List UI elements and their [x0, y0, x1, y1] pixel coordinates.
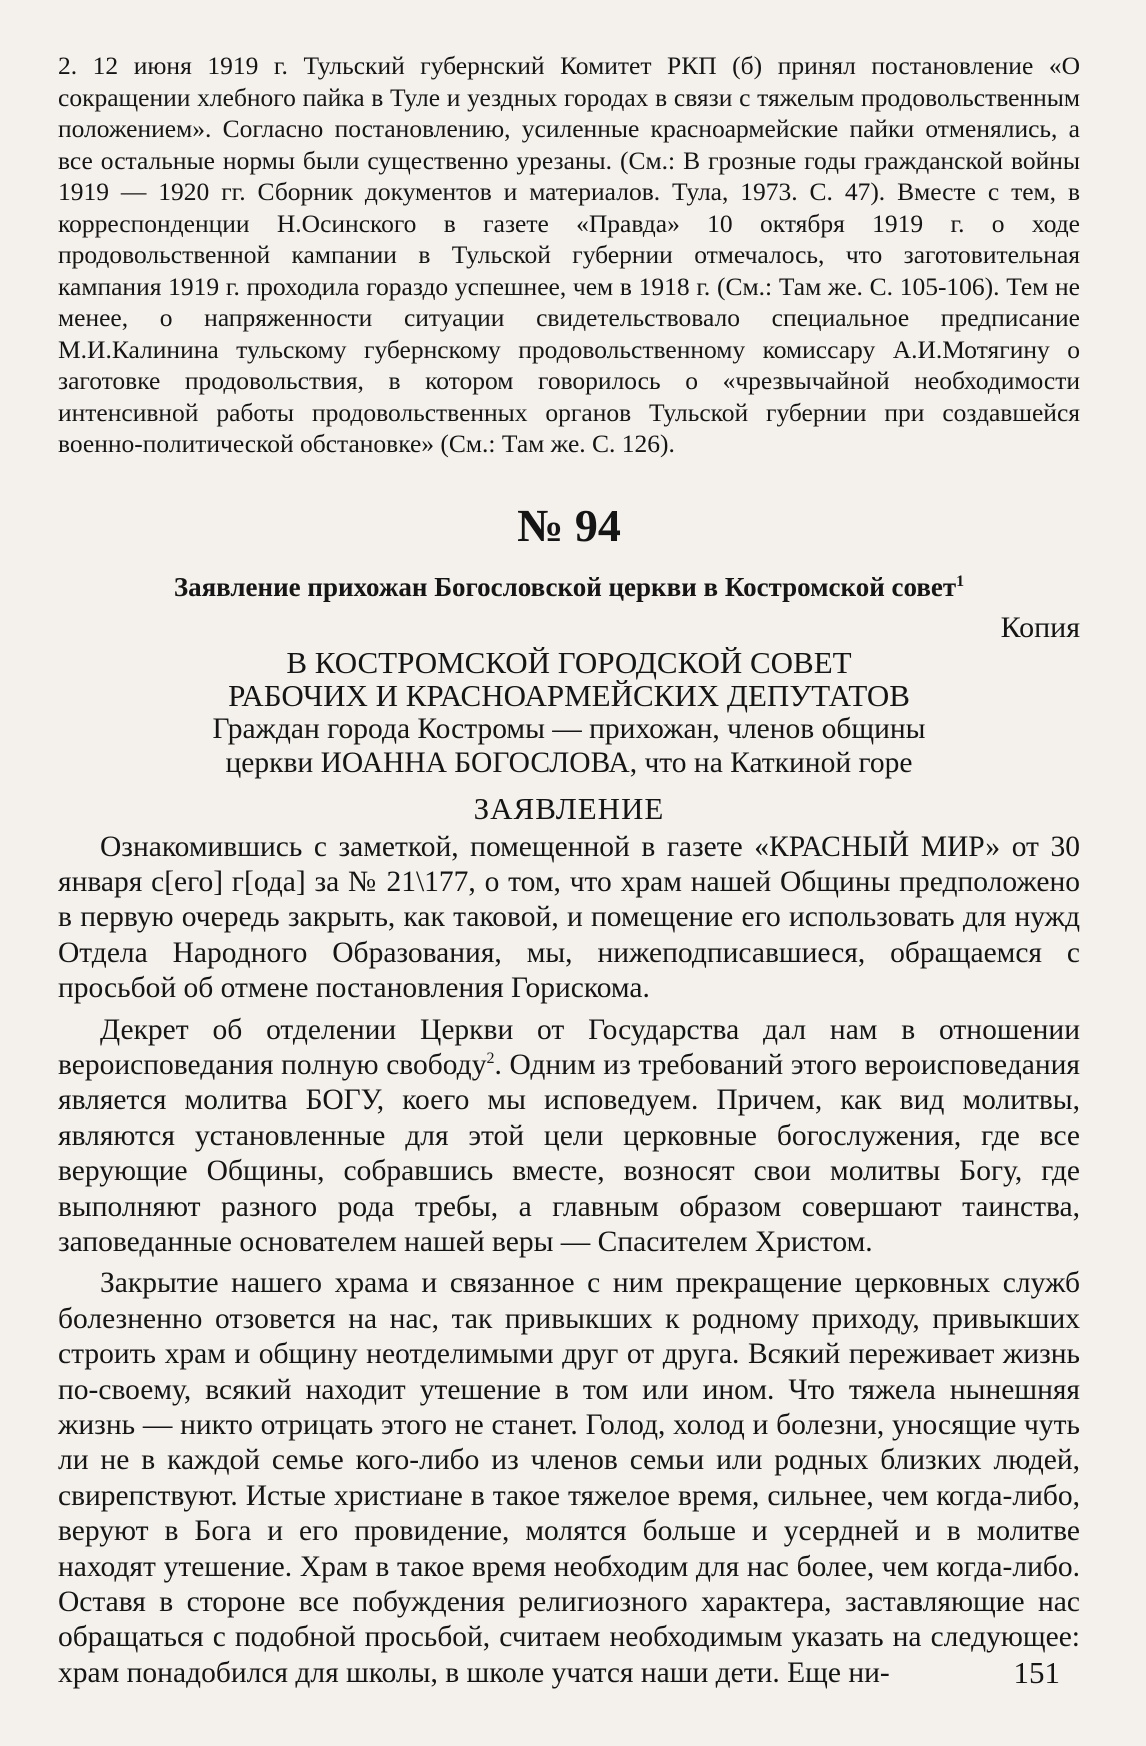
address-line-2: РАБОЧИХ И КРАСНОАРМЕЙСКИХ ДЕПУТАТОВ	[228, 677, 910, 713]
copy-label: Копия	[1000, 610, 1080, 644]
paragraph-1: Ознакомившись с заметкой, помещенной в газете «КРАСНЫЙ МИР» от 30 января с[его] г[ода] за № 21\177, о том, что храм нашей Общины предположено в первую очередь закрыть, как таковой, и помещение его использовать для нужд Отдела Народного Образования, мы, нижеподписавшиеся, обращаемся с просьбой об отмене постановления Горискома.	[58, 830, 1080, 1005]
footnote-text: 2. 12 июня 1919 г. Тульский губернский Комитет РКП (б) принял постановление «О сокращении хлебного пайка в Туле и уездных городах в связи с тяжелым продовольственным положением». Согласно постановлению, усиленные красноармейские пайки отменялись, а все остальные нормы были существенно урезаны. (См.: В грозные годы гражданской войны 1919 — 1920 гг. Сборник документов и материалов. Тула, 1973. С. 47). Вместе с тем, в корреспонденции Н.Осинского в газете «Правда» 10 октября 1919 г. о ходе продовольственной кампании в Тульской губернии отмечалось, что заготовительная кампания 1919 г. проходила гораздо успешнее, чем в 1918 г. (См.: Там же. С. 105-106). Тем не менее, о напряженности ситуации свидетельствовало специальное предписание М.И.Калинина тульскому губернскому продовольственному комиссару А.И.Мотягину о заготовке продовольствия, в котором говорилось о «чрезвычайной необходимости интенсивной работы продовольственных органов Тульской губернии при создавшейся военно-политической обстановке» (См.: Там же. С. 126).	[58, 51, 1080, 458]
paragraph-2-text-a: Декрет об отделении Церкви от Государства дал нам в отношении вероисповедания полную свободу	[58, 1013, 1080, 1081]
document-page	[58, 50, 1080, 1697]
document-title-text: Заявление прихожан Богословской церкви в Костромской совет	[173, 571, 957, 602]
document-number: № 94	[517, 499, 621, 551]
paragraph-3: Закрытие нашего храма и связанное с ним прекращение церковных служб болезненно отзовется на нас, так привыкших к родному приходу, привыкших строить храм и общину неотделимыми друг от друга. Всякий переживает жизнь по-своему, всякий находит утешение в том или ином. Что тяжела нынешняя жизнь — никто отрицать этого не станет. Голод, холод и болезни, уносящие чуть ли не в каждой семье кого-либо из членов семьи или родных близких людей, свирепствуют. Истые христиане в такое тяжелое время, сильнее, чем когда-либо, веруют в Бога и его провидение, молятся больше и усердней и в молитве находят утешение. Храм в такое время необходим для нас более, чем когда-либо. Оставя в стороне все побуждения религиозного характера, заставляющие нас обращаться с подобной просьбой, считаем необходимым указать на следующее: храм понадобился для школы, в школе учатся наши дети. Еще ни-	[58, 1267, 1080, 1689]
statement-title: ЗАЯВЛЕНИЕ	[473, 790, 665, 826]
paragraph-2	[58, 1013, 1080, 1261]
paragraph-2-text-b: . Одним из требований этого вероисповедания является молитва БОГУ, коего мы исповедуем. Причем, как вид молитвы, являются установленные для этой цели церковные богослужения, где все верующие Общины, собравшись вместе, возносят свои молитвы Богу, где выполняют разного рода требы, а главным образом совершают таинства, заповеданные основателем нашей веры — Спасителем Христом.	[58, 1048, 1080, 1258]
address-line-1: В КОСТРОМСКОЙ ГОРОДСКОЙ СОВЕТ	[286, 644, 852, 680]
from-line-1: Граждан города Костромы — прихожан, членов общины	[212, 712, 926, 745]
page-number: 151	[1013, 1655, 1060, 1690]
paragraph-2-footnote-marker: 2	[486, 1050, 495, 1068]
document-title	[58, 570, 1080, 604]
from-line-2: церкви ИОАННА БОГОСЛОВА, что на Каткиной горе	[225, 746, 913, 779]
title-footnote-marker: 1	[956, 572, 965, 590]
